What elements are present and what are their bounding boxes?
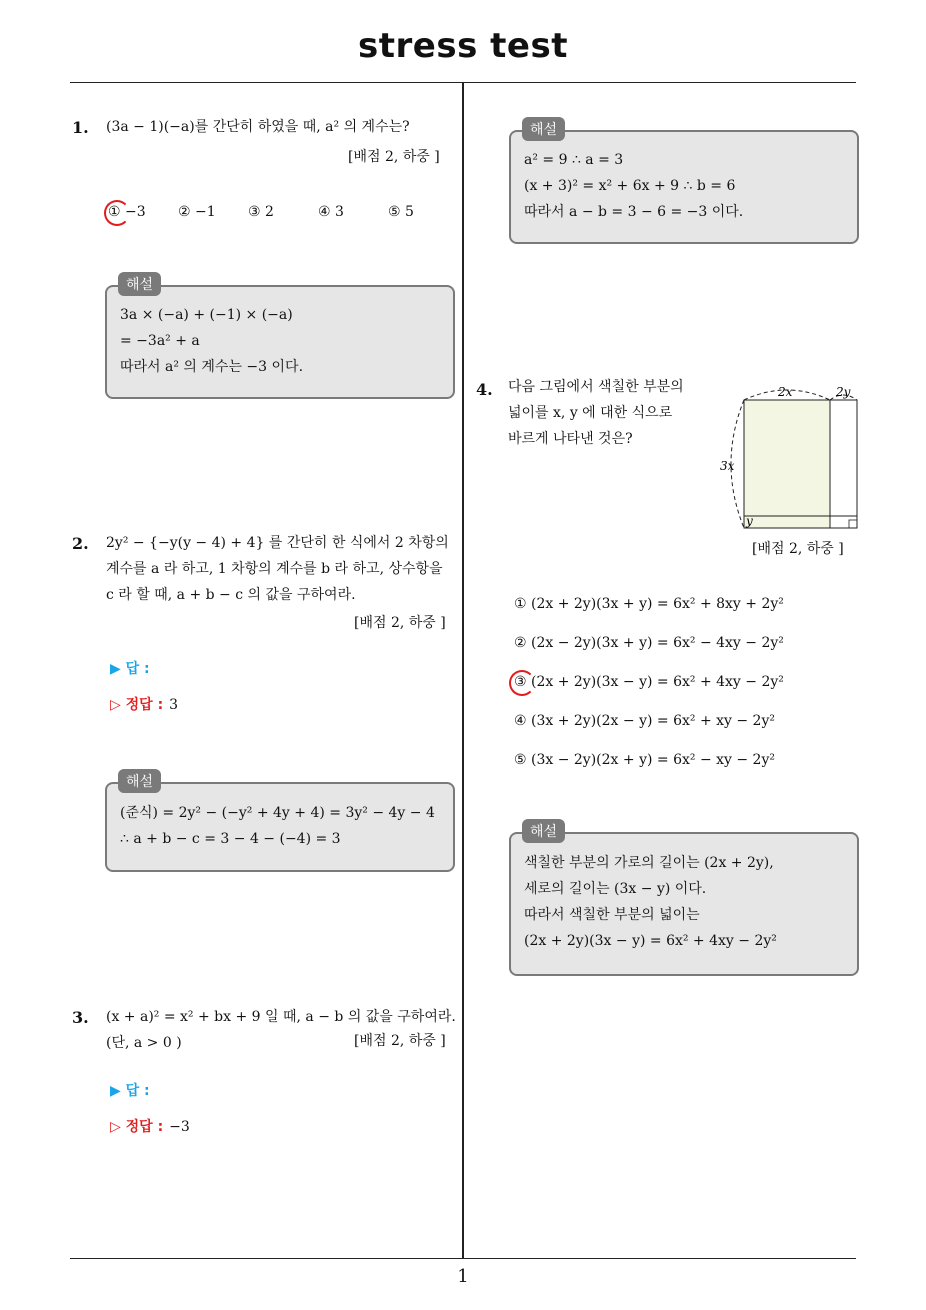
question-line: (x + a)² = x² + bx + 9 일 때, a − b 의 값을 구하여라. [106,1009,456,1025]
explanation-tag: 해설 [118,272,161,296]
correct-answer [110,1116,190,1136]
label-left: 3x [720,459,735,473]
question-line: (단, a > 0 ) [106,1035,182,1051]
correct-answer [110,694,178,714]
explanation-tag: 해설 [118,769,161,793]
shaded-region [744,400,830,528]
question-line: 다음 그림에서 색칠한 부분의 [508,379,684,395]
explanation-line: ∴ a + b − c = 3 − 4 − (−4) = 3 [120,831,341,847]
choice-2[interactable]: ② (2x − 2y)(3x + y) = 6x² − 4xy − 2y² [514,635,784,651]
choice-5[interactable]: ⑤ 5 [388,204,414,220]
explanation-line: 따라서 a² 의 계수는 −3 이다. [120,359,304,375]
selected-answer-mark [509,670,535,696]
score-label: [배점 2, 하중 ] [354,615,446,631]
score-label: [배점 2, 하중 ] [752,541,844,557]
column-divider [462,82,464,1258]
explanation-line: (준식) = 2y² − (−y² + 4y + 4) = 3y² − 4y − 4 [120,805,435,821]
question-number: 1. [72,118,89,137]
correct-answer-label: ▷ 정답 : [110,1119,164,1135]
explanation-body [524,850,777,954]
explanation-line: 따라서 색칠한 부분의 넓이는 [524,907,700,923]
question-line: c 라 할 때, a + b − c 의 값을 구하여라. [106,587,356,603]
question-line: 바르게 나타낸 것은? [508,431,633,447]
score-label: [배점 2, 하중 ] [354,1033,446,1049]
choice-4[interactable]: ④ (3x + 2y)(2x − y) = 6x² + xy − 2y² [514,713,775,729]
explanation-tag: 해설 [522,117,565,141]
question-line: 계수를 a 라 하고, 1 차항의 계수를 b 라 하고, 상수항을 [106,561,443,577]
question-number: 4. [476,380,493,399]
choice-3[interactable]: ③ 2 [248,204,274,220]
page-title: stress test [358,26,568,66]
explanation-line: (x + 3)² = x² + 6x + 9 ∴ b = 6 [524,178,736,194]
question-line: 넓이를 x, y 에 대한 식으로 [508,405,673,421]
explanation-line: 색칠한 부분의 가로의 길이는 (2x + 2y), [524,855,774,871]
choice-1[interactable]: ① −3 [108,204,146,220]
footer-rule [70,1258,856,1259]
explanation-line: = −3a² + a [120,333,200,349]
area-figure [712,380,862,536]
choice-2[interactable]: ② −1 [178,204,216,220]
question-text [106,530,462,608]
question-text [508,374,718,452]
answer-input-label[interactable]: ▶ 답 : [110,1083,150,1099]
explanation-line: a² = 9 ∴ a = 3 [524,152,624,168]
question-line: 2y² − {−y(y − 4) + 4} 를 간단히 한 식에서 2 차항의 [106,535,449,551]
explanation-line: 세로의 길이는 (3x − y) 이다. [524,881,707,897]
explanation-line: 3a × (−a) + (−1) × (−a) [120,307,293,323]
label-top-right: 2y [836,385,851,399]
score-label: [배점 2, 하중 ] [348,149,440,165]
choice-4[interactable]: ④ 3 [318,204,344,220]
question-number: 3. [72,1008,89,1027]
answer-input-label[interactable]: ▶ 답 : [110,661,150,677]
selected-answer-mark [104,200,130,226]
correct-answer-value: −3 [169,1119,190,1135]
label-bottom: y [746,514,753,528]
correct-answer-value: 3 [169,697,179,713]
explanation-body [524,147,743,225]
explanation-tag: 해설 [522,819,565,843]
explanation-line: (2x + 2y)(3x − y) = 6x² + 4xy − 2y² [524,933,777,949]
correct-answer-label: ▷ 정답 : [110,697,164,713]
question-text: (3a − 1)(−a)를 간단히 하였을 때, a² 의 계수는? [106,119,410,135]
choice-3[interactable]: ③ (2x + 2y)(3x − y) = 6x² + 4xy − 2y² [514,674,784,690]
question-number: 2. [72,534,89,553]
explanation-line: 따라서 a − b = 3 − 6 = −3 이다. [524,204,744,220]
choice-list [108,204,458,220]
label-top: 2x [778,385,793,399]
choice-1[interactable]: ① (2x + 2y)(3x + y) = 6x² + 8xy + 2y² [514,596,784,612]
right-angle-mark [849,520,857,528]
choice-5[interactable]: ⑤ (3x − 2y)(2x + y) = 6x² − xy − 2y² [514,752,775,768]
explanation-body [120,302,303,380]
page-number: 1 [457,1266,469,1287]
explanation-body [120,800,435,852]
